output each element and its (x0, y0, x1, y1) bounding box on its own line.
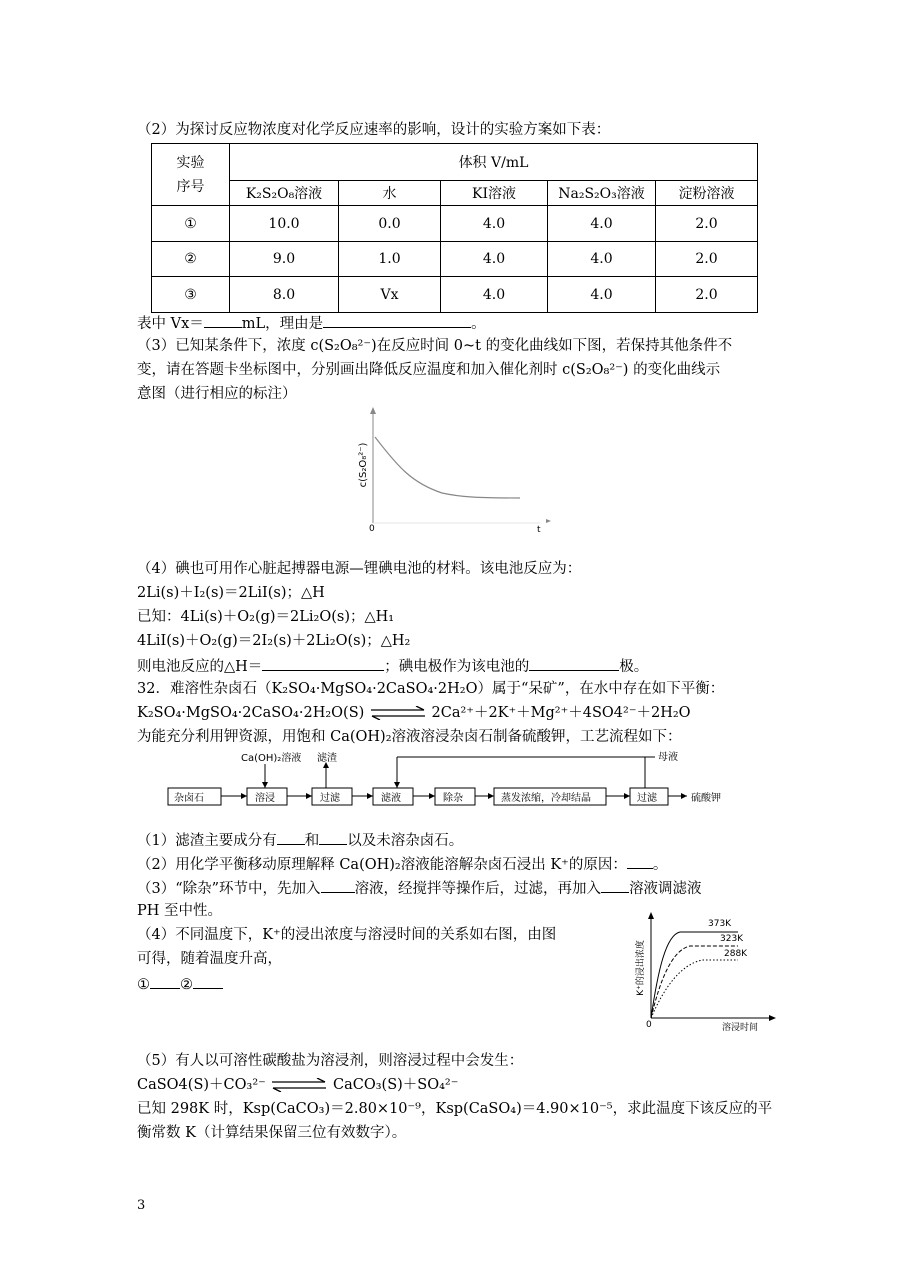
graph2-ylabel: K⁺的浸出浓度 (636, 940, 646, 996)
flow-box: 滤液 (381, 793, 401, 804)
text: mL，理由是 (241, 316, 324, 332)
cell: Vx (339, 277, 441, 313)
text: 则电池反应的△H＝ (137, 659, 263, 675)
header-seq-line2: 序号 (176, 178, 205, 195)
cell: 0.0 (339, 206, 441, 242)
cell: 4.0 (548, 242, 656, 277)
q32-s5c: 已知 298K 时，Ksp(CaCO₃)＝2.80×10⁻⁹，Ksp(CaSO₄)＝4.90×10⁻⁵，求此温度下该反应的平 (137, 1101, 773, 1117)
col-na2s2o3: Na₂S₂O₃溶液 (548, 181, 656, 206)
page-number: 3 (137, 1198, 146, 1213)
cell: 8.0 (230, 277, 339, 313)
table-row (152, 277, 758, 313)
q32-s1 (137, 829, 463, 851)
flow-top-mother: 母液 (658, 752, 678, 763)
row-id: ② (152, 242, 230, 277)
q32-s2 (137, 853, 667, 875)
cell: 2.0 (656, 206, 758, 242)
answer-blank[interactable] (529, 655, 619, 671)
answer-blank[interactable] (150, 973, 180, 989)
q2-after (137, 312, 486, 334)
answer-blank[interactable] (277, 829, 305, 845)
q32-s5d: 衡常数 K（计算结果保留三位有效数字）。 (137, 1125, 407, 1141)
text: 。 (471, 316, 486, 332)
row-id: ① (152, 206, 230, 242)
cell: 10.0 (230, 206, 339, 242)
flow-box: 过滤 (637, 793, 657, 804)
q4-line3: 已知：4Li(s)＋O₂(g)＝2Li₂O(s)；△H₁ (137, 609, 395, 625)
graph-origin: 0 (369, 524, 375, 534)
flow-end: 硫酸钾 (691, 793, 721, 804)
q32-s4a: （4）不同温度下，K⁺的浸出浓度与溶浸时间的关系如右图，由图 (137, 927, 557, 943)
answer-blank[interactable] (323, 312, 471, 328)
col-starch: 淀粉溶液 (656, 181, 758, 206)
cell: 2.0 (656, 242, 758, 277)
flow-box: 蒸发浓缩，冷却结晶 (501, 793, 591, 804)
text: ② (180, 977, 193, 993)
flow-top-caoh2: Ca(OH)₂溶液 (241, 753, 302, 764)
text: 。 (652, 857, 668, 873)
graph-ylabel: c(S₂O₈²⁻) (358, 442, 369, 488)
answer-blank[interactable] (319, 829, 347, 845)
q3-line1: （3）已知某条件下，浓度 c(S₂O₈²⁻)在反应时间 0~t 的变化曲线如下图，若保持其他条件不 (137, 338, 733, 354)
q4-line2: 2Li(s)＋I₂(s)＝2LiI(s)；△H (137, 585, 325, 601)
flow-box: 除杂 (443, 793, 463, 804)
q4-line5 (137, 655, 648, 677)
cell: 4.0 (441, 242, 548, 277)
cell: 4.0 (441, 206, 548, 242)
flow-box: 溶浸 (255, 793, 275, 804)
cell: 4.0 (548, 206, 656, 242)
col-water: 水 (339, 181, 441, 206)
experiment-table (151, 143, 758, 313)
text: （2）用化学平衡移动原理解释 Ca(OH)₂溶液能溶解杂卤石浸出 K⁺的原因： (137, 857, 627, 873)
text: （3）“除杂”环节中，先加入 (137, 881, 321, 897)
q32-line1: 32．难溶性杂卤石（K₂SO₄·MgSO₄·2CaSO₄·2H₂O）属于“呆矿”，在水中存在如下平衡： (137, 681, 725, 697)
header-seq-line1: 实验 (176, 154, 205, 171)
answer-blank[interactable] (627, 853, 653, 869)
q32-s5-equation (137, 1075, 458, 1095)
q32-line3: 为能充分利用钾资源，用饱和 Ca(OH)₂溶液溶浸杂卤石制备硫酸钾，工艺流程如下： (137, 729, 682, 745)
text: 溶液调滤液 (629, 881, 702, 897)
graph2-xlabel: 溶浸时间 (722, 1023, 759, 1033)
q32-equation (137, 703, 691, 723)
q2-intro: （2）为探讨反应物浓度对化学反应速率的影响，设计的实验方案如下表： (137, 122, 611, 138)
table-row (152, 242, 758, 277)
eq-left: CaSO4(S)＋CO₃²⁻ (137, 1077, 266, 1093)
cell: 2.0 (656, 277, 758, 313)
text: ① (137, 977, 150, 993)
leaching-graph (630, 910, 790, 1035)
answer-blank[interactable] (321, 877, 355, 893)
q4-line4: 4LiI(s)＋O₂(g)＝2I₂(s)＋2Li₂O(s)；△H₂ (137, 633, 411, 649)
flow-box: 杂卤石 (174, 793, 204, 804)
text: 极。 (619, 659, 649, 675)
answer-blank[interactable] (193, 973, 223, 989)
col-k2s2o8: K₂S₂O₈溶液 (230, 181, 339, 206)
q3-line3: 意图（进行相应的标注） (137, 386, 297, 402)
text: 表中 Vx＝ (137, 316, 204, 332)
text: （1）滤渣主要成分有 (137, 833, 277, 849)
text: 以及未溶杂卤石。 (347, 833, 464, 849)
graph-xlabel: t (537, 525, 541, 535)
eq-left: K₂SO₄·MgSO₄·2CaSO₄·2H₂O(S) (137, 705, 365, 721)
eq-right: 2Ca²⁺＋2K⁺＋Mg²⁺＋4SO4²⁻＋2H₂O (431, 705, 691, 721)
cell: 4.0 (548, 277, 656, 313)
equilibrium-arrow-icon (369, 706, 427, 720)
flow-box: 过滤 (320, 793, 340, 804)
eq-right: CaCO₃(S)＋SO₄²⁻ (333, 1077, 459, 1093)
label-373k: 373K (708, 919, 732, 929)
q3-line2: 变，请在答题卡坐标图中，分别画出降低反应温度和加入催化剂时 c(S₂O₈²⁻) 的变化曲线示 (137, 362, 721, 378)
q4-line1: （4）碘也可用作心脏起搏器电源—锂碘电池的材料。该电池反应为： (137, 561, 582, 577)
equilibrium-arrow-icon (270, 1078, 328, 1092)
text: 溶液，经搅拌等操作后，过滤，再加入 (354, 881, 602, 897)
header-seq (152, 144, 230, 206)
table-row (152, 206, 758, 242)
q32-s4b: 可得，随着温度升高， (137, 951, 282, 967)
q32-s3d: PH 至中性。 (137, 903, 223, 919)
concentration-graph (350, 405, 570, 535)
answer-blank[interactable] (204, 312, 242, 328)
cell: 1.0 (339, 242, 441, 277)
q32-s5a: （5）有人以可溶性碳酸盐为溶浸剂，则溶浸过程中会发生： (137, 1053, 524, 1069)
process-flow-diagram (165, 750, 725, 810)
cell: 9.0 (230, 242, 339, 277)
answer-blank[interactable] (262, 655, 384, 671)
flow-top-residue: 滤渣 (317, 753, 337, 764)
label-288k: 288K (724, 949, 748, 959)
text: 和 (304, 833, 320, 849)
row-id: ③ (152, 277, 230, 313)
q32-s4c (137, 973, 223, 995)
text: ；碘电极作为该电池的 (384, 659, 530, 675)
answer-blank[interactable] (601, 877, 629, 893)
col-ki: KI溶液 (441, 181, 548, 206)
label-323k: 323K (720, 934, 744, 944)
q32-s3 (137, 877, 702, 899)
header-volume: 体积 V/mL (230, 144, 758, 181)
cell: 4.0 (441, 277, 548, 313)
graph2-origin: 0 (646, 1020, 652, 1030)
